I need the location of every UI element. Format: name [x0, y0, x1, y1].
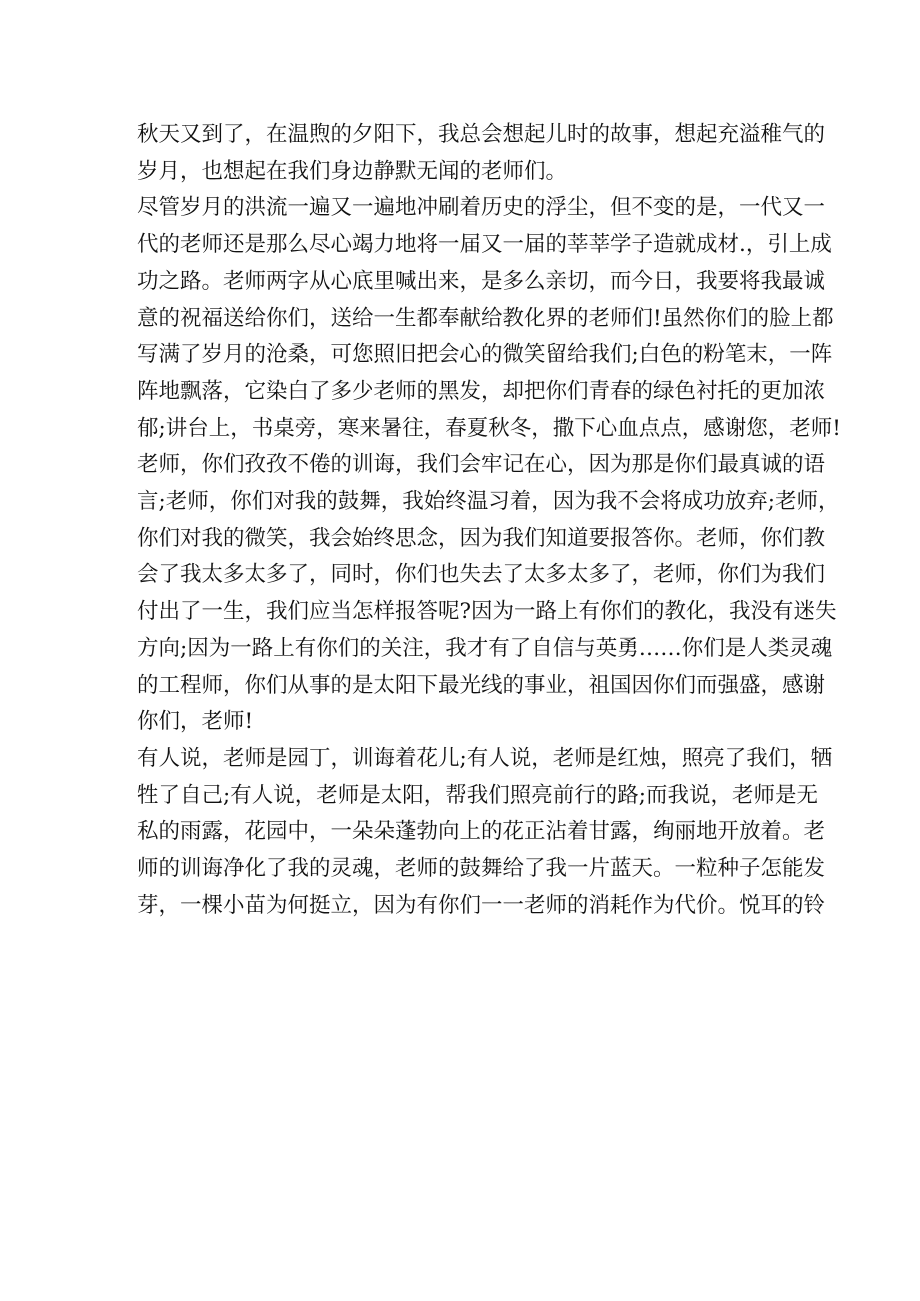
text-line: 芽，一棵小苗为何挺立，因为有你们一一老师的消耗作为代价。悦耳的铃 [137, 892, 826, 918]
text-line: 岁月，也想起在我们身边静默无闻的老师们。 [137, 158, 568, 184]
text-line: 有人说，老师是园丁，训诲着花儿;有人说，老师是红烛，照亮了我们，牺 [137, 745, 833, 771]
text-line: 你们对我的微笑，我会始终思念，因为我们知道要报答你。老师，你们教 [137, 525, 826, 551]
text-line: 阵地飘落，它染白了多少老师的黑发，却把你们青春的绿色衬托的更加浓 [137, 378, 826, 404]
text-line: 你们，老师! [137, 709, 254, 735]
paragraph-thanks-teachers [137, 190, 841, 741]
text-line: 代的老师还是那么尽心竭力地将一届又一届的莘莘学子造就成材.，引上成 [137, 232, 832, 258]
text-line: 老师，你们孜孜不倦的训诲，我们会牢记在心，因为那是你们最真诚的语 [137, 452, 826, 478]
text-line: 方向;因为一路上有你们的关注，我才有了自信与英勇……你们是人类灵魂 [137, 635, 833, 661]
text-line: 私的雨露，花园中，一朵朵蓬勃向上的花正沾着甘露，绚丽地开放着。老 [137, 819, 826, 845]
text-line: 师的训诲净化了我的灵魂，老师的鼓舞给了我一片蓝天。一粒种子怎能发 [137, 856, 826, 882]
text-line: 写满了岁月的沧桑，可您照旧把会心的微笑留给我们;白色的粉笔末，一阵 [137, 342, 833, 368]
body-text [137, 117, 841, 924]
paragraph-autumn-memory [137, 117, 826, 190]
text-line: 尽管岁月的洪流一遍又一遍地冲刷着历史的浮尘，但不变的是，一代又一 [137, 195, 826, 221]
text-line: 付出了一生，我们应当怎样报答呢?因为一路上有你们的教化，我没有迷失 [137, 599, 837, 625]
text-line: 意的祝福送给你们，送给一生都奉献给教化界的老师们!虽然你们的脸上都 [137, 305, 834, 331]
text-line: 秋天又到了，在温煦的夕阳下，我总会想起儿时的故事，想起充溢稚气的 [137, 122, 826, 147]
text-line: 功之路。老师两字从心底里喊出来，是多么亲切，而今日，我要将我最诚 [137, 268, 826, 294]
text-line: 的工程师，你们从事的是太阳下最光线的事业，祖国因你们而强盛，感谢 [137, 672, 826, 698]
text-line: 郁;讲台上，书桌旁，寒来暑往，春夏秋冬，撒下心血点点，感谢您，老师! [137, 415, 841, 441]
paragraph-teacher-metaphors [137, 741, 833, 925]
text-line: 牲了自己;有人说，老师是太阳，帮我们照亮前行的路;而我说，老师是无 [137, 782, 818, 808]
text-line: 言;老师，你们对我的鼓舞，我始终温习着，因为我不会将成功放弃;老师， [137, 489, 840, 515]
text-line: 会了我太多太多了，同时，你们也失去了太多太多了，老师，你们为我们 [137, 562, 826, 588]
